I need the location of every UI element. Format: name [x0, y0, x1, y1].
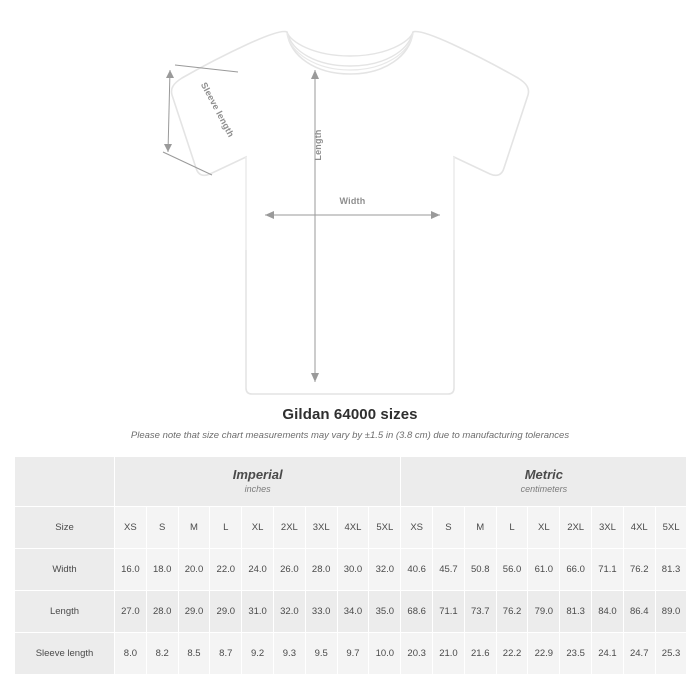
size-header-cell: XL	[528, 507, 560, 549]
table-cell: 81.3	[655, 549, 687, 591]
table-cell: 89.0	[655, 591, 687, 633]
size-table-container	[14, 456, 686, 675]
table-cell: 22.9	[528, 633, 560, 675]
table-cell: 16.0	[115, 549, 147, 591]
table-cell: 23.5	[560, 633, 592, 675]
row-label-sleeve-length: Sleeve length	[15, 633, 115, 675]
unit-name-metric: Metric	[524, 467, 563, 482]
table-cell: 9.2	[242, 633, 274, 675]
table-cell: 76.2	[496, 591, 528, 633]
table-cell: 29.0	[178, 591, 210, 633]
size-header-cell: M	[178, 507, 210, 549]
table-cell: 24.0	[242, 549, 274, 591]
table-cell: 21.0	[433, 633, 465, 675]
table-cell: 34.0	[337, 591, 369, 633]
unit-header-metric	[401, 457, 687, 507]
size-header-cell: XS	[401, 507, 433, 549]
table-corner-cell	[15, 457, 115, 507]
table-cell: 9.5	[305, 633, 337, 675]
row-label-width: Width	[15, 549, 115, 591]
size-header-cell: M	[464, 507, 496, 549]
unit-sub-metric: centimeters	[520, 484, 568, 494]
table-cell: 33.0	[305, 591, 337, 633]
table-cell: 18.0	[146, 549, 178, 591]
size-header-cell: L	[210, 507, 242, 549]
table-cell: 30.0	[337, 549, 369, 591]
table-cell: 20.3	[401, 633, 433, 675]
table-cell: 45.7	[433, 549, 465, 591]
table-cell: 22.0	[210, 549, 242, 591]
sleeve-length-label: Sleeve length	[198, 80, 237, 139]
table-cell: 71.1	[592, 549, 624, 591]
table-cell: 56.0	[496, 549, 528, 591]
table-row	[15, 591, 687, 633]
length-label: Length	[313, 129, 323, 161]
table-cell: 81.3	[560, 591, 592, 633]
measurement-disclaimer: Please note that size chart measurements may vary by ±1.5 in (3.8 cm) due to manufacturing tolerances	[130, 430, 570, 441]
size-header-label: Size	[15, 507, 115, 549]
table-cell: 40.6	[401, 549, 433, 591]
table-cell: 84.0	[592, 591, 624, 633]
table-cell: 25.3	[655, 633, 687, 675]
shirt-shape	[171, 32, 528, 395]
size-header-cell: 5XL	[369, 507, 401, 549]
table-row	[15, 549, 687, 591]
table-cell: 9.3	[273, 633, 305, 675]
table-cell: 61.0	[528, 549, 560, 591]
width-label: Width	[339, 196, 366, 206]
size-header-cell: XS	[115, 507, 147, 549]
size-header-cell: 3XL	[592, 507, 624, 549]
size-header-cell: 2XL	[273, 507, 305, 549]
size-header-cell: XL	[242, 507, 274, 549]
table-cell: 10.0	[369, 633, 401, 675]
table-row	[15, 633, 687, 675]
table-cell: 24.7	[623, 633, 655, 675]
table-cell: 28.0	[146, 591, 178, 633]
table-cell: 22.2	[496, 633, 528, 675]
size-header-cell: 3XL	[305, 507, 337, 549]
size-header-cell: S	[433, 507, 465, 549]
table-cell: 76.2	[623, 549, 655, 591]
size-header-cell: 4XL	[623, 507, 655, 549]
table-cell: 68.6	[401, 591, 433, 633]
table-cell: 20.0	[178, 549, 210, 591]
table-cell: 24.1	[592, 633, 624, 675]
unit-header-row	[15, 457, 687, 507]
table-cell: 8.0	[115, 633, 147, 675]
size-header-cell: 5XL	[655, 507, 687, 549]
table-cell: 86.4	[623, 591, 655, 633]
size-chart-table	[14, 456, 687, 675]
table-cell: 35.0	[369, 591, 401, 633]
size-header-cell: 2XL	[560, 507, 592, 549]
size-header-cell: 4XL	[337, 507, 369, 549]
table-cell: 28.0	[305, 549, 337, 591]
unit-sub-imperial: inches	[244, 484, 271, 494]
table-cell: 9.7	[337, 633, 369, 675]
table-cell: 79.0	[528, 591, 560, 633]
unit-name-imperial: Imperial	[232, 467, 283, 482]
size-header-cell: L	[496, 507, 528, 549]
table-cell: 32.0	[273, 591, 305, 633]
table-cell: 66.0	[560, 549, 592, 591]
table-cell: 27.0	[115, 591, 147, 633]
table-cell: 73.7	[464, 591, 496, 633]
table-cell: 31.0	[242, 591, 274, 633]
size-header-cell: S	[146, 507, 178, 549]
size-header-row	[15, 507, 687, 549]
table-cell: 71.1	[433, 591, 465, 633]
table-cell: 26.0	[273, 549, 305, 591]
table-cell: 8.7	[210, 633, 242, 675]
row-label-length: Length	[15, 591, 115, 633]
table-cell: 50.8	[464, 549, 496, 591]
table-cell: 32.0	[369, 549, 401, 591]
table-cell: 29.0	[210, 591, 242, 633]
table-cell: 8.2	[146, 633, 178, 675]
unit-header-imperial	[115, 457, 401, 507]
page-title: Gildan 64000 sizes	[282, 406, 418, 423]
table-cell: 8.5	[178, 633, 210, 675]
table-cell: 21.6	[464, 633, 496, 675]
